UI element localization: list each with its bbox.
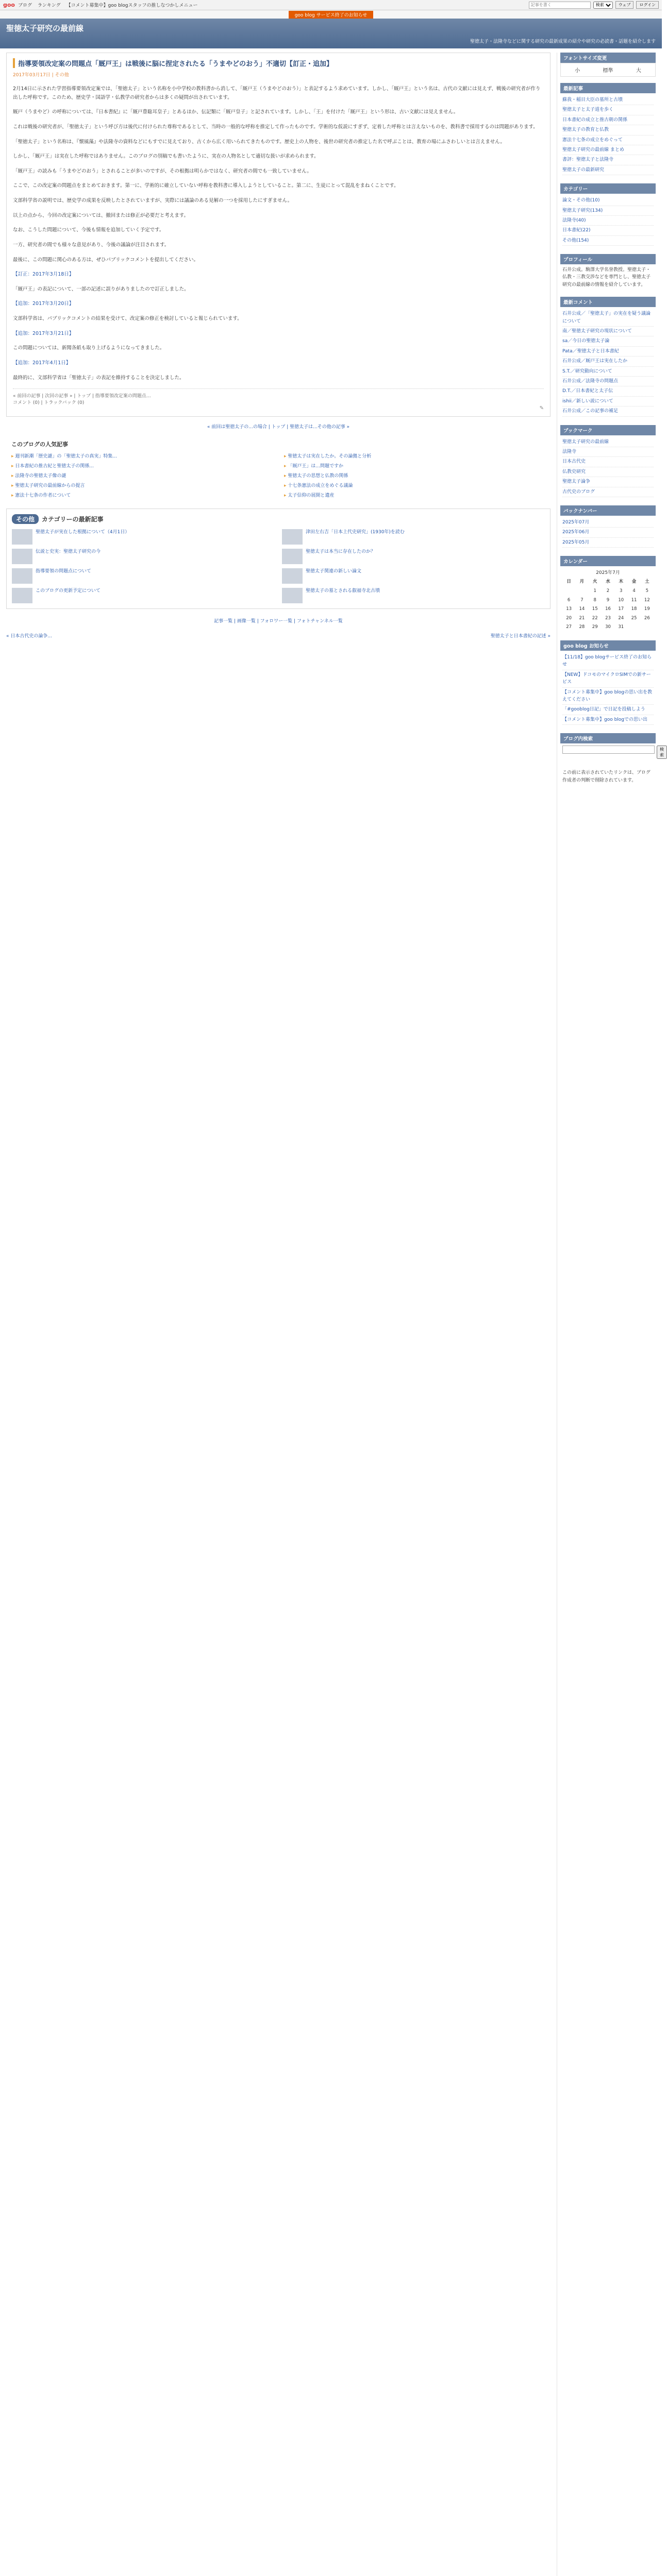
popular-item[interactable]: ▸ 法隆寺の聖徳太子像の謎 xyxy=(11,472,273,479)
notice-bar xyxy=(0,10,662,19)
category-item[interactable]: 聖徳太子の墓とされる叡福寺北古墳 xyxy=(282,588,545,603)
popular-item[interactable]: ▸ 聖徳太子は実在したか。その論拠と分析 xyxy=(284,452,545,459)
thumbnail-image xyxy=(12,549,32,564)
entry-footer xyxy=(13,388,544,405)
entry-title[interactable]: 指導要領改定案の問題点「厩戸王」は戦後に脳に捏定されたる「うまやどのおう」不適切【訂正・追加】 xyxy=(13,58,544,68)
update-heading: 【追加：2017年4月1日】 xyxy=(13,360,71,366)
popular-item[interactable]: ▸ 憲法十七条の作者について xyxy=(11,492,273,498)
update-text: 最終的に、文部科学省は「聖徳太子」の表記を維持することを決定しました。 xyxy=(13,375,185,381)
archive-link[interactable]: 2025年06月 xyxy=(562,528,654,537)
entry-comments-link[interactable]: コメント (0) | トラックバック (0) xyxy=(13,400,85,406)
entry-paragraph: 厩戸（うまやど）の呼称については、『日本書紀』に「厩戸豊聡耳皇子」とあるほか、伝記類に「厩戸皇子」と記されています。しかし、「王」を付けた「厩戸王」という形は、古い文献には見えません。 xyxy=(13,109,459,115)
category-item[interactable]: 聖徳太子は本当に存在したのか？ xyxy=(282,549,545,564)
bookmark-link[interactable]: 法隆寺 xyxy=(562,447,654,457)
main-column xyxy=(6,53,551,2576)
archive-link[interactable]: 2025年07月 xyxy=(562,518,654,528)
goo-top-bar xyxy=(0,0,662,10)
category-item[interactable]: このブログの更新予定について xyxy=(12,588,275,603)
recent-item[interactable]: 蘇我・稲目大臣の墓所と古墳 xyxy=(562,95,654,105)
entry-paragraph: 文部科学省の説明では、歴史学の成果を反映したとされていますが、実際には議論のある見解の一つを採用したにすぎません。 xyxy=(13,198,293,204)
blog-search-button[interactable]: 検索 xyxy=(657,745,667,759)
popular-title: このブログの人気記事 xyxy=(11,441,68,448)
entry-paragraph: 「厩戸王」の読みも「うまやどのおう」とされることが多いのですが、その根拠は明らかではなく、研究者の間でも一致していません。 xyxy=(13,168,312,174)
comment-item[interactable]: Pata／聖徳太子と日本書紀 xyxy=(562,347,654,357)
archive-box xyxy=(560,505,656,550)
goo-logo[interactable]: goo xyxy=(3,2,15,8)
entry-paragraph: なお、こうした問題について、今後も情報を追加していく予定です。 xyxy=(13,227,164,233)
edit-pen-icon[interactable]: ✎ xyxy=(539,405,544,412)
category-navigation[interactable]: 記事一覧 | 画像一覧 | フォロワー一覧 | フォトチャンネル一覧 xyxy=(214,619,343,624)
entry-paragraph: 2月14日に示された学習指導要領改定案では、「聖徳太子」という名称を小中学校の教科書から消して、「厩戸王（うまやどのおう）」と表記するよう求めています。しかし、「厩戸王」という名は、古代の文献には見えず、戦後の研究者が作り出した呼称です。このため、歴史学・国語学・仏教学の研究者からは多くの疑問が出されています。 xyxy=(13,86,541,100)
categories-box xyxy=(560,183,656,248)
recent-item[interactable]: 日本書紀の成立と推古朝の関係 xyxy=(562,115,654,125)
comments-title: 最新コメント xyxy=(560,297,656,307)
top-search-button[interactable]: ウェブ xyxy=(615,1,634,9)
font-size-title: フォントサイズ変更 xyxy=(560,53,656,63)
recent-item[interactable]: 書評：聖徳太子と法隆寺 xyxy=(562,155,654,165)
top-link-comment[interactable]: 【コメント募集中】goo blogスタッフの推しなつかしメニュー xyxy=(66,3,198,8)
popular-item[interactable]: ▸ 太子信仰の展開と遺産 xyxy=(284,492,545,498)
comment-item[interactable]: 石井公成／厩戸王は実在したか xyxy=(562,357,654,366)
font-small-button[interactable]: 小 xyxy=(575,68,580,74)
goo-notice-box xyxy=(560,640,656,727)
comment-item[interactable]: ishii／新しい説について xyxy=(562,397,654,406)
category-item[interactable]: 聖徳太子関連の新しい論文 xyxy=(282,568,545,584)
goo-notice-title: goo blog お知らせ xyxy=(560,640,656,651)
popular-item[interactable]: ▸ 聖徳太子研究の最前線からの提言 xyxy=(11,482,273,488)
entry-paragraph: 以上の点から、今回の改定案については、撤回または修正が必要だと考えます。 xyxy=(13,212,189,218)
pager xyxy=(6,632,551,639)
goo-notice-item[interactable]: 「#gooblog日記」で日記を投稿しよう xyxy=(562,705,654,715)
thumbnail-image xyxy=(12,588,32,603)
top-links xyxy=(18,2,202,8)
update-text: 文部科学省は、パブリックコメントの結果を受けて、改定案の修正を検討していると報じられています。 xyxy=(13,316,242,321)
category-link[interactable]: 論文・その他(10) xyxy=(562,196,654,206)
thumbnail-image xyxy=(282,549,303,564)
font-normal-button[interactable]: 標準 xyxy=(603,68,613,74)
entry-paragraph: ここで、この改定案の問題点をまとめておきます。第一に、学術的に確立していない呼称を教科書に導入しようとしていること。第二に、生徒にとって混乱をまねくことです。 xyxy=(13,183,399,189)
category-item[interactable]: 津田左右吉「日本上代史研究」(1930年)を読む xyxy=(282,529,545,545)
prev-post-link[interactable]: « 日本古代史の論争... xyxy=(6,634,52,639)
popular-item[interactable]: ▸ 十七条憲法の成立をめぐる議論 xyxy=(284,482,545,488)
recent-item[interactable]: 聖徳太子研究の最前線 まとめ xyxy=(562,145,654,155)
comment-item[interactable]: 南／聖徳太子研究の現状について xyxy=(562,327,654,336)
thumbnail-image xyxy=(12,568,32,584)
sidebar xyxy=(557,53,664,2576)
font-large-button[interactable]: 大 xyxy=(636,68,641,74)
entry-paragraph: 「聖徳太子」という名称は、『懐風藻』や法隆寺の資料などにもすでに見えており、古くから広く用いられてきたものです。歴史上の人物を、後世の研究者の推定した名で呼ぶことは、教育の場にふさわしいとは言えません。 xyxy=(13,139,505,145)
blog-banner xyxy=(0,19,662,48)
recent-posts-box xyxy=(560,83,656,177)
entry-paragraph: 最後に、この問題に関心のある方は、ぜひパブリックコメントを提出してください。 xyxy=(13,257,199,263)
comment-item[interactable]: 石井公成／「聖徳太子」の実在を疑う議論について xyxy=(562,309,654,327)
entry-footer-links[interactable]: « 前回の記事 | 次回の記事 » | トップ | 指導要領改定案の問題点… xyxy=(13,394,151,399)
top-link-ranking[interactable]: ランキング xyxy=(37,3,61,8)
update-heading: 【訂正：2017年3月18日】 xyxy=(13,272,74,278)
popular-posts xyxy=(6,437,551,501)
calendar-table: 日 月 火 水 木 金 土 1 2 3 4 5 6 7 8 9 10 11 12 13 14 15 16 17 18 19 20 21 22 23 24 25 26 27 28 29 30 31 xyxy=(566,579,650,630)
comment-item[interactable]: D.T.／日本書紀と太子伝 xyxy=(562,386,654,396)
comment-item[interactable]: 石井公成／この記事の補足 xyxy=(562,406,654,416)
login-button[interactable]: ログイン xyxy=(636,1,659,9)
blog-search-box xyxy=(560,733,664,761)
category-item[interactable]: 聖徳太子が実在した根拠について（4月1日） xyxy=(12,529,275,545)
entry-navigation[interactable]: « 前回は聖徳太子の...の場合 | トップ | 聖徳太子は...その他の記事 » xyxy=(207,425,350,430)
bookmark-link[interactable]: 聖徳太子研究の最前線 xyxy=(562,437,654,447)
bookmark-link[interactable]: 聖徳太子論争 xyxy=(562,477,654,487)
bookmark-title: ブックマーク xyxy=(560,425,656,435)
deleted-link-notice xyxy=(560,767,656,786)
update-text: 「厩戸王」の表記について、一部の記述に誤りがありましたので訂正しました。 xyxy=(13,286,189,292)
update-heading: 【追加：2017年3月21日】 xyxy=(13,330,74,336)
category-link[interactable]: 聖徳太子研究(134) xyxy=(562,206,654,216)
entry-paragraph: これは戦後の研究者が、「聖徳太子」という呼び方は後代に付けられた尊称であるとして、当時の一般的な呼称を推定して作ったものです。学術的な仮説にすぎず、定着した呼称とは言えないものを、教科書で採用するのは問題があります。 xyxy=(13,124,538,130)
top-search-input[interactable] xyxy=(529,2,591,9)
update-heading: 【追加：2017年3月20日】 xyxy=(13,301,74,307)
next-post-link[interactable]: 聖徳太子と日本書紀の記述 » xyxy=(490,634,551,639)
thumbnail-image xyxy=(282,568,303,584)
thumbnail-image xyxy=(282,529,303,545)
calendar-title: カレンダー xyxy=(560,556,656,566)
deleted-link-text: この前に表示されていたリンクは、ブログ作成者の判断で削除されています。 xyxy=(562,770,651,783)
category-link[interactable]: その他(154) xyxy=(562,236,654,246)
popular-item[interactable]: ▸ 週刊新潮「歴史謎」の「聖徳太子の真実」特集... xyxy=(11,452,273,459)
bookmark-link[interactable]: 日本古代史 xyxy=(562,457,654,467)
category-link[interactable]: 日本書紀(22) xyxy=(562,226,654,235)
goo-notice-item[interactable]: 【コメント募集中】goo blogでの思い出 xyxy=(562,715,654,725)
category-latest xyxy=(6,509,551,609)
categories-title: カテゴリー xyxy=(560,183,656,194)
category-item[interactable]: 指導要領の問題点について xyxy=(12,568,275,584)
goo-notice-item[interactable]: 【コメント募集中】goo blogの思い出を教えてください xyxy=(562,688,654,705)
recent-item[interactable]: 聖徳太子の最新研究 xyxy=(562,165,654,175)
top-link-blog[interactable]: ブログ xyxy=(18,3,32,8)
bookmark-link[interactable]: 仏教史研究 xyxy=(562,467,654,477)
archive-link[interactable]: 2025年05月 xyxy=(562,538,654,548)
profile-box xyxy=(560,254,656,291)
profile-text: 石井公成。駒澤大学名誉教授。聖徳太子・仏教・三教交渉などを専門とし、聖徳太子研究の最前線の情報を紹介しています。 xyxy=(562,267,651,287)
bookmark-box xyxy=(560,425,656,499)
blog-description: 聖徳太子・法隆寺などに関する研究の最新成果の紹介や研究の必読書・話題を紹介します xyxy=(470,39,656,44)
category-title: カテゴリーの最新記事 xyxy=(42,516,104,523)
blog-title[interactable]: 聖徳太子研究の最前線 xyxy=(6,24,84,33)
popular-item[interactable]: ▸ 日本書紀の推古紀と聖徳太子の関係... xyxy=(11,462,273,469)
recent-item[interactable]: 憲法十七条の成立をめぐって xyxy=(562,135,654,145)
thumbnail-image xyxy=(282,588,303,603)
update-text: この問題については、新聞各紙も取り上げるようになってきました。 xyxy=(13,345,165,351)
thumbnail-image xyxy=(12,529,32,545)
blog-search-input[interactable] xyxy=(562,745,655,754)
comment-item[interactable]: sa／今日の聖徳太子論 xyxy=(562,336,654,346)
entry-paragraph: 一方、研究者の間でも様々な意見があり、今後の議論が注目されます。 xyxy=(13,242,170,248)
goo-notice-item[interactable]: 【NEW】ドコモのマイクロSIMでの新サービス xyxy=(562,670,654,688)
calendar-month: 2025年7月 xyxy=(596,570,620,576)
recent-comments-box xyxy=(560,297,656,418)
popular-item[interactable]: ▸ 「厩戸王」は...問題ですか xyxy=(284,462,545,469)
category-link[interactable]: 法隆寺(40) xyxy=(562,216,654,226)
category-label[interactable]: その他 xyxy=(12,514,39,524)
popular-item[interactable]: ▸ 聖徳太子の思想と仏教の関係 xyxy=(284,472,545,479)
recent-title: 最新記事 xyxy=(560,83,656,93)
bookmark-link[interactable]: 古代史のブログ xyxy=(562,487,654,497)
recent-item[interactable]: 聖徳太子の教育と仏教 xyxy=(562,125,654,135)
top-right-tools xyxy=(529,1,659,9)
entry-paragraph: しかし、「厩戸王」は実在した呼称ではありません。このブログの別稿でも書いたように、実在の人物名として適切な扱いが求められます。 xyxy=(13,154,319,160)
recent-item[interactable]: 聖徳太子と太子道を歩く xyxy=(562,105,654,115)
calendar-box xyxy=(560,556,656,634)
category-item[interactable]: 伝説と史実：聖徳太子研究の今 xyxy=(12,549,275,564)
profile-title: プロフィール xyxy=(560,254,656,264)
entry xyxy=(6,53,551,417)
entry-date: 2017年03月17日 | その他 xyxy=(13,73,69,78)
service-end-notice[interactable]: goo blog サービス終了のお知らせ xyxy=(289,11,374,19)
archive-title: バックナンバー xyxy=(560,505,656,516)
comment-item[interactable]: 石井公成／法隆寺の問題点 xyxy=(562,377,654,386)
top-search-scope[interactable] xyxy=(593,2,613,9)
goo-notice-item[interactable]: 【11/18】goo blogサービス終了のお知らせ xyxy=(562,653,654,670)
blog-search-title: ブログ内検索 xyxy=(560,733,656,743)
comment-item[interactable]: S.T.／研究動向について xyxy=(562,367,654,377)
font-size-box xyxy=(560,53,656,77)
